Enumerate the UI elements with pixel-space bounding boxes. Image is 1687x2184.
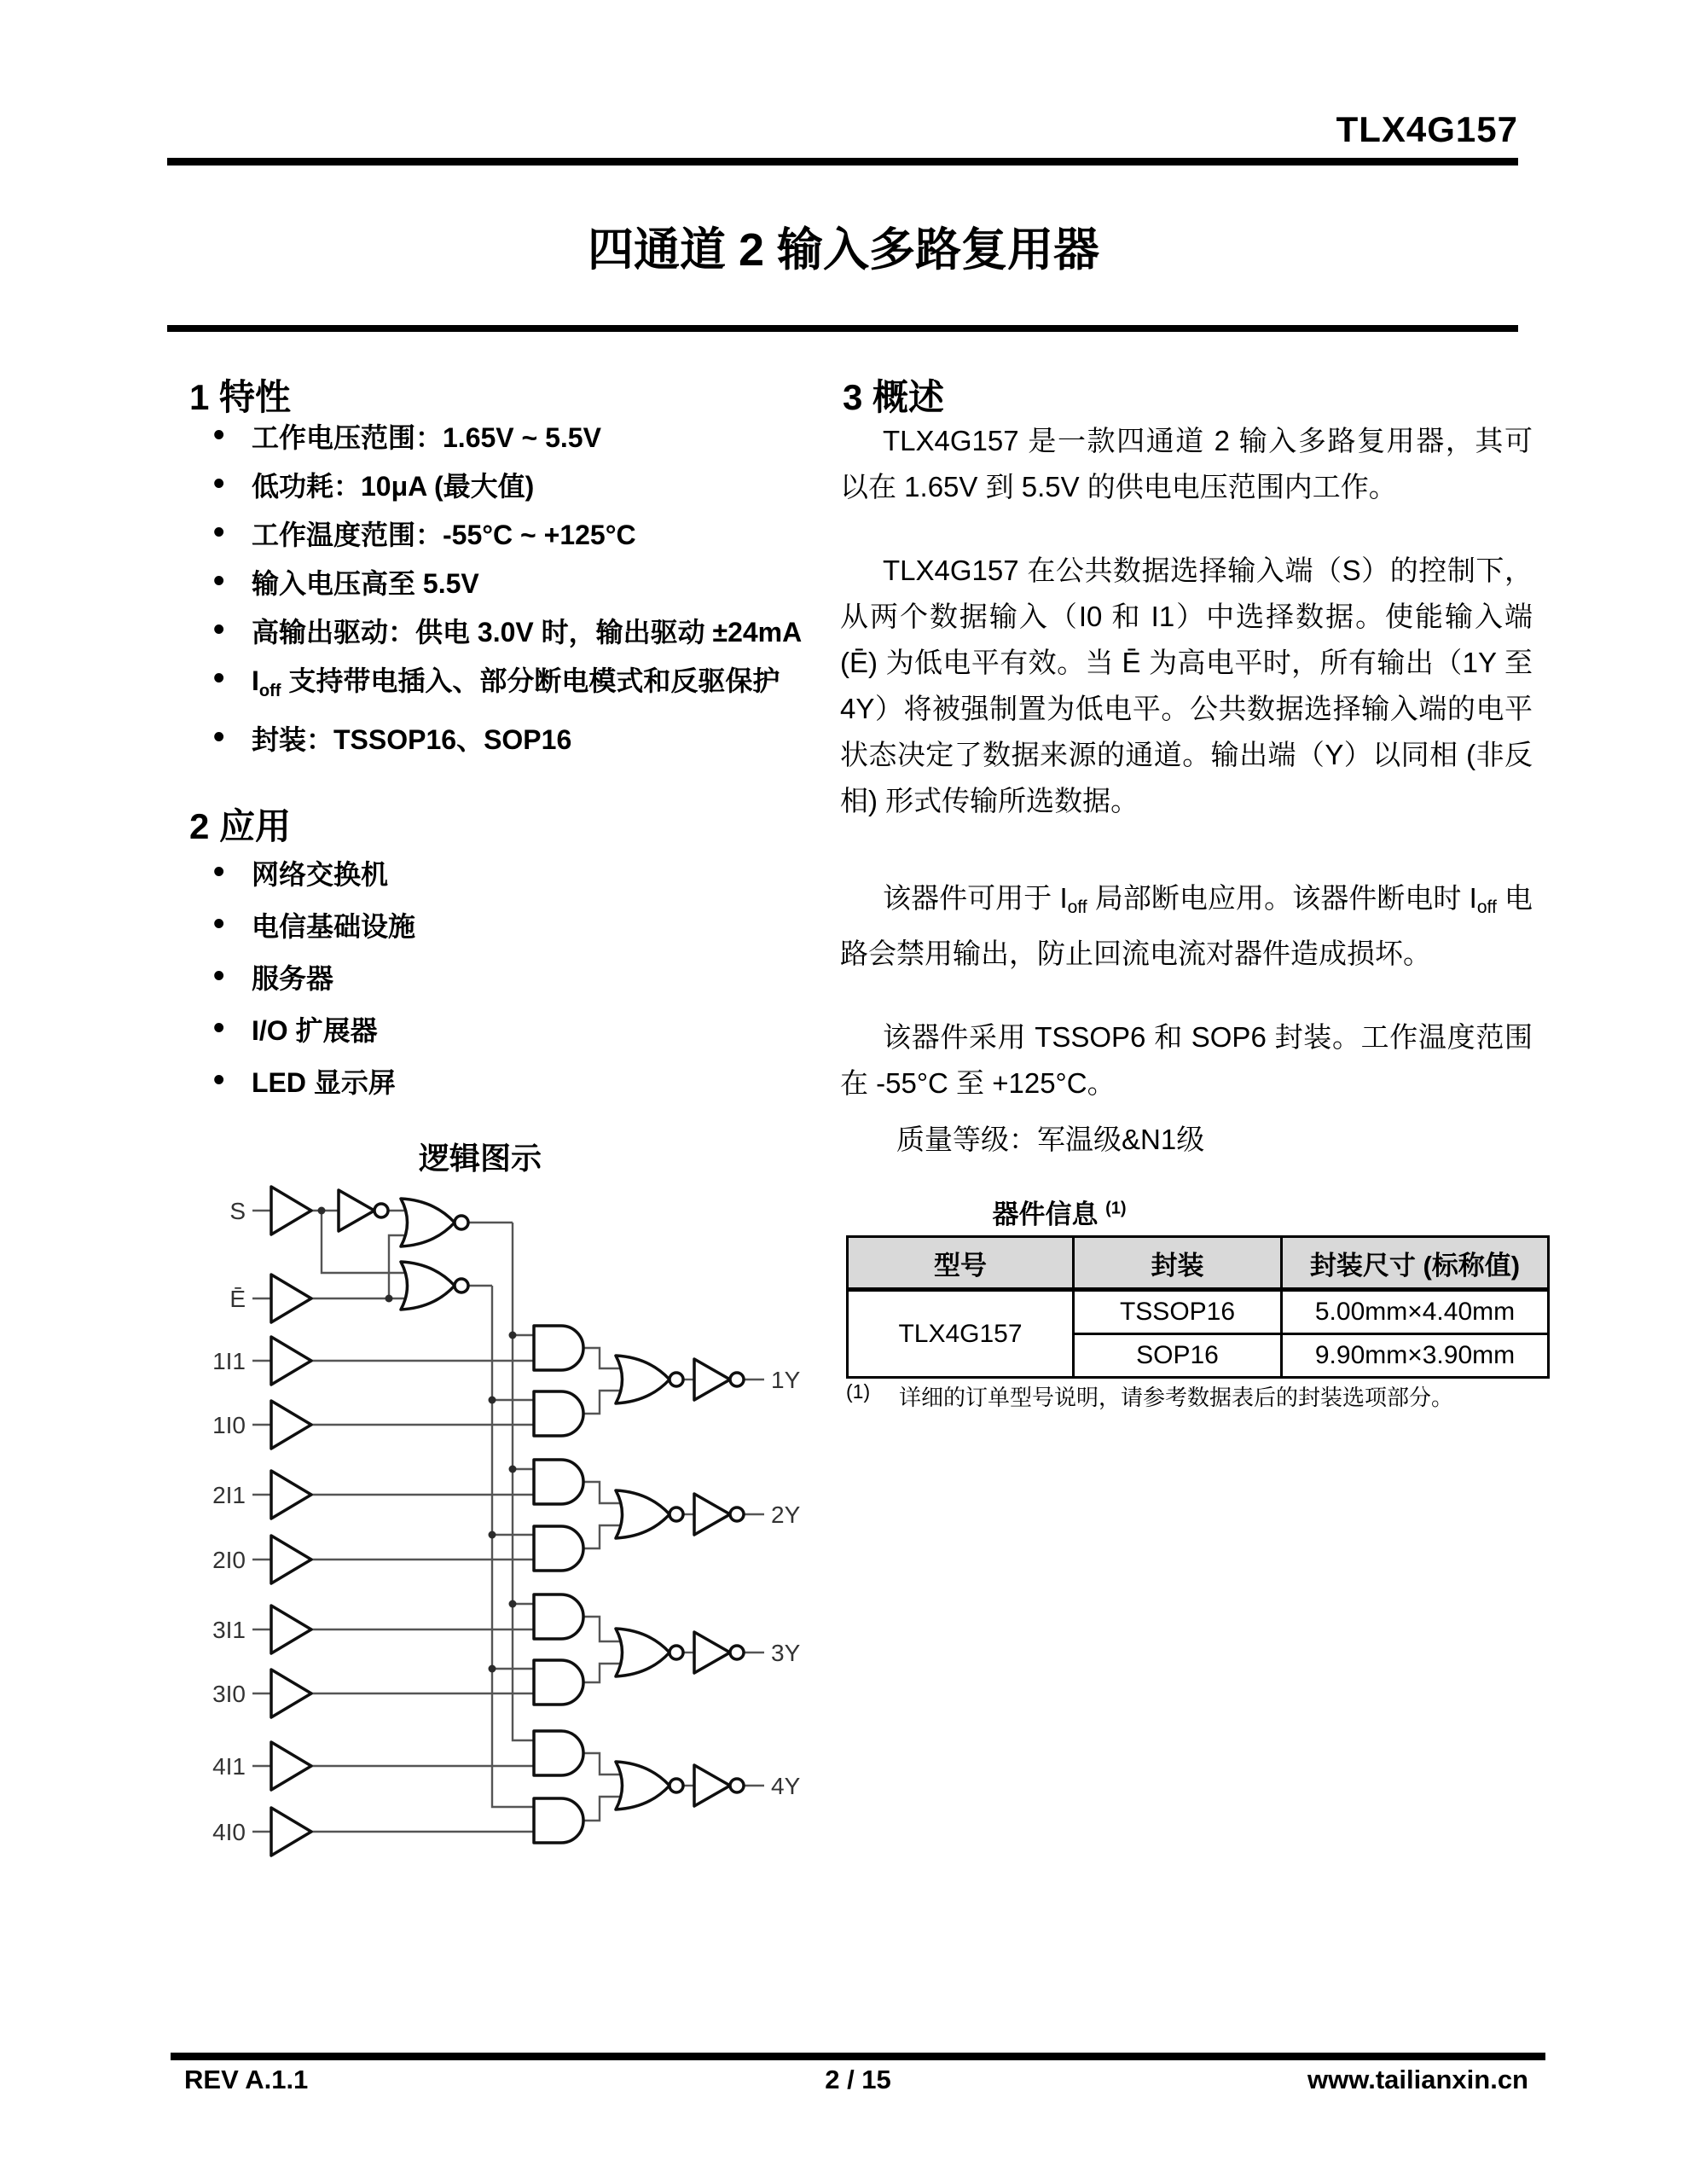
footnote-marker: (1): [846, 1380, 871, 1403]
overview-paragraph: TLX4G157 在公共数据选择输入端（S）的控制下，从两个数据输入（I0 和 I1）中选择数据。使能输入端 (Ē) 为低电平有效。当 Ē 为高电平时，所有输出（1Y 至 4Y）将被强制置为低电平。公共数据选择输入端的电平状态决定了数据来源的通道。输出端（Y）以同相 (非反相) 形式传输所选数据。: [840, 555, 1533, 816]
cell-package: SOP16: [1074, 1334, 1282, 1378]
title-rule: [167, 325, 1518, 332]
footer-page-number: 2 / 15: [825, 2065, 891, 2094]
and-gate-icon: [534, 1594, 583, 1639]
column-header-package: 封装: [1074, 1237, 1282, 1290]
footer-rule: [171, 2053, 1545, 2060]
overview-paragraph: TLX4G157 是一款四通道 2 输入多路复用器，其可以在 1.65V 到 5.5V 的供电电压范围内工作。: [840, 425, 1533, 502]
buffer-icon: [271, 1536, 311, 1583]
footer-revision: REV A.1.1: [184, 2065, 309, 2094]
inverter-icon: [694, 1359, 744, 1400]
buffer-icon: [271, 1606, 311, 1653]
applications-list: [212, 860, 826, 1120]
and-gate-icon: [534, 1526, 583, 1571]
applications-heading: 2 应用: [189, 806, 292, 846]
and-gate-icon: [534, 1731, 583, 1775]
feature-item: • 高输出驱动：供电 3.0V 时，输出驱动 ±24mA: [212, 618, 826, 647]
output-label: 1Y: [771, 1367, 801, 1393]
overview-paragraph: 该器件可用于 $I_{off}$ 局部断电应用。该器件断电时 $I_{off}$ 电路会禁用输出，防止回流电流对器件造成损坏。: [840, 882, 1533, 969]
footer-website-link[interactable]: www.tailianxin.cn: [1307, 2065, 1528, 2094]
cell-dimensions: 9.90mm×3.90mm: [1282, 1334, 1549, 1378]
inverter-icon: [694, 1765, 744, 1806]
inverter-icon: [339, 1190, 388, 1231]
input-label: 2I1: [212, 1482, 246, 1508]
feature-item: • 低功耗：10μA (最大值): [212, 472, 826, 501]
output-label: 4Y: [771, 1773, 801, 1799]
application-item: • 服务器: [212, 964, 826, 993]
and-gate-icon: [534, 1798, 583, 1843]
inverter-icon: [694, 1494, 744, 1535]
overview-body: [840, 418, 1533, 1163]
and-gate-icon: [534, 1460, 583, 1504]
nor-gate-icon: [401, 1199, 468, 1246]
table-row: [848, 1290, 1549, 1334]
diagram-wires: [252, 1211, 764, 1832]
logic-diagram-title: 逻辑图示: [418, 1141, 542, 1176]
page-title: 四通道 2 输入多路复用器: [587, 224, 1100, 276]
feature-item: • $I_{off}$ 支持带电插入、部分断电模式和反驱保护: [212, 666, 826, 706]
header-part-number: TLX4G157: [1336, 109, 1518, 149]
nor-gate-icon: [616, 1629, 683, 1676]
cell-dimensions: 5.00mm×4.40mm: [1282, 1290, 1549, 1334]
cell-part-number: TLX4G157: [848, 1290, 1074, 1378]
logic-diagram: [162, 1182, 827, 1890]
output-label: 3Y: [771, 1640, 801, 1666]
feature-item: • 封装：TSSOP16、SOP16: [212, 725, 826, 754]
inverter-icon: [694, 1632, 744, 1673]
features-list: [212, 423, 826, 774]
output-label: 2Y: [771, 1502, 801, 1528]
buffer-icon: [271, 1187, 311, 1234]
feature-item: • 输入电压高至 5.5V: [212, 569, 826, 598]
input-label: 3I1: [212, 1617, 246, 1643]
column-header-dimensions: 封装尺寸 (标称值): [1282, 1237, 1549, 1290]
buffer-icon: [271, 1670, 311, 1717]
and-gate-icon: [534, 1391, 583, 1436]
nor-gate-icon: [616, 1356, 683, 1403]
device-info-table: [846, 1235, 1550, 1379]
quality-grade-line: 质量等级：军温级&N1级: [896, 1124, 1205, 1155]
header-rule: [167, 158, 1518, 166]
input-label: S: [229, 1198, 246, 1224]
table-footnote: [846, 1380, 1539, 1412]
nor-gate-icon: [616, 1762, 683, 1809]
input-label: 2I0: [212, 1547, 246, 1573]
cell-package: TSSOP16: [1074, 1290, 1282, 1334]
input-label: 4I0: [212, 1819, 246, 1845]
column-header-model: 型号: [848, 1237, 1074, 1290]
buffer-icon: [271, 1337, 311, 1385]
application-item: • 网络交换机: [212, 860, 826, 889]
and-gate-icon: [534, 1660, 583, 1705]
application-item: • LED 显示屏: [212, 1068, 826, 1097]
nor-gate-icon: [401, 1262, 468, 1310]
nor-gate-icon: [616, 1490, 683, 1538]
application-item: • I/O 扩展器: [212, 1016, 826, 1045]
input-label: 1I1: [212, 1348, 246, 1374]
input-label: 1I0: [212, 1412, 246, 1438]
device-info-title: 器件信息 $^{(1)}$: [992, 1199, 1127, 1229]
buffer-icon: [271, 1471, 311, 1519]
buffer-icon: [271, 1275, 311, 1322]
application-item: • 电信基础设施: [212, 912, 826, 941]
diagram-gates: [271, 1187, 744, 1856]
overview-paragraph: 该器件采用 TSSOP6 和 SOP6 封装。工作温度范围在 -55°C 至 +125°C。: [840, 1021, 1533, 1099]
and-gate-icon: [534, 1326, 583, 1370]
footnote-ref: (1): [1105, 1199, 1127, 1218]
feature-item: • 工作温度范围：-55°C ~ +125°C: [212, 520, 826, 549]
footnote-text: 详细的订单型号说明，请参考数据表后的封装选项部分。: [899, 1385, 1454, 1410]
overview-heading: 3 概述: [843, 377, 945, 417]
buffer-icon: [271, 1742, 311, 1790]
buffer-icon: [271, 1401, 311, 1449]
input-label: Ē: [229, 1286, 246, 1312]
features-heading: 1 特性: [189, 377, 292, 417]
feature-item: • 工作电压范围：1.65V ~ 5.5V: [212, 423, 826, 452]
buffer-icon: [271, 1808, 311, 1856]
input-label: 3I0: [212, 1681, 246, 1707]
input-label: 4I1: [212, 1753, 246, 1780]
